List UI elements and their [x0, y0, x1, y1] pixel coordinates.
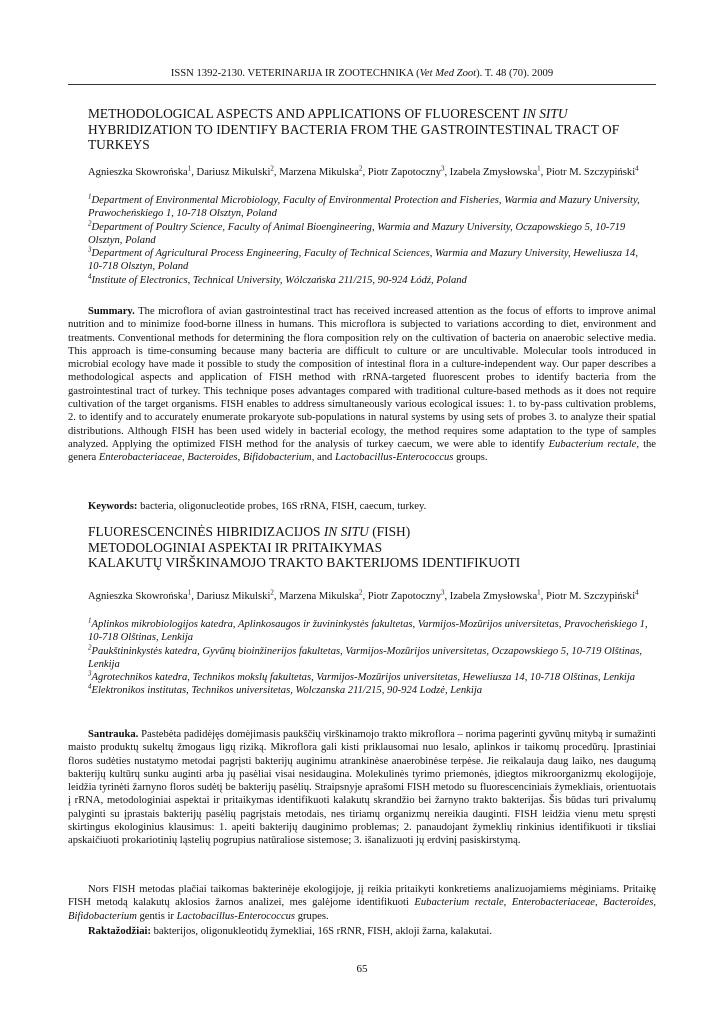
header-text: ISSN 1392-2130. VETERINARIJA IR ZOOTECHNIKA (	[170, 68, 420, 79]
affiliation: $^3$Department of Agricultural Process Engineering, Faculty of Technical Sciences, Warmia and Mazury University, Heweliusza 14, 10-718 Olsztyn, Poland	[88, 245, 638, 273]
lt-paragraph-2: Nors FISH metodas plačiai taikomas bakterinėje ekologijoje, jį reikia pritaikyti konkretiems analizuojamiems mėginiams. Pritaikę FISH metodą kalakutų aklosios žarnos analizei, mes galėjome identifikuoti Eubacterium rectale, Enterobacteriaceae, Bacteroides, Bifidobacterium gentis ir Lactobacillus-Enterococcus grupes.	[68, 884, 656, 922]
affiliation: $^1$Aplinkos mikrobiologijos katedra, Aplinkosaugos ir žuvininkystės fakultetas, Varmijos-Mozūrijos universitetas, Pravocheńskiego 1, 10-718 Olštinas, Lenkija	[88, 616, 648, 644]
lt-title: FLUORESCENCINĖS HIBRIDIZACIJOS IN SITU (FISH) METODOLOGINIAI ASPEKTAI IR PRITAIKYMAS KALAKUTŲ VIRŠKINAMOJO TRAKTO BAKTERIJOMS IDENTIFIKUOTI	[88, 524, 521, 570]
en-summary: Summary. The microflora of avian gastrointestinal tract has received increased attention as the focus of efforts to improve animal nutrition and to minimize food-borne illness in humans. This microflora is subjected to variations according to diet, environment and treatments. Conventional methods for determining the flora composition rely on the cultivation of bacteria on anaerobic selective media. This approach is time-consuming because many bacteria are difficult to culture or are uncultivable. Molecular tools introduced in microbial ecology have made it possible to study the composition of intestinal flora in a culture-independent way. Our paper describes a methodological aspects and application of FISH method with rRNA-targeted fluorescent probes to identify bacteria from the gastrointestinal tract of turkey. This technique poses advantages compared with traditional culture-based methods as it does not require cultivation of the target organisms. FISH enables to address simultaneously various ecological issues: 1. to by-pass cultivation problems, 2. to identify and to accurately enumerate prokaryote sub-populations in natural systems by using sets of probes 3. to analyze their spatial distributions. Although FISH has been used widely in bacterial ecology, the method requires some adaptation to the type of samples analyzed. Applying the optimized FISH method for the analysis of turkey caecum, we were able to identify Eubacterium rectale, the genera Enterobacteriaceae, Bacteroides, Bifidobacterium, and Lactobacillus-Enterococcus groups.	[68, 306, 657, 464]
affiliation: $^1$Department of Environmental Microbiology, Faculty of Environmental Protection and Fisheries, Warmia and Mazury University, Prawocheńskiego 1, 10-718 Olsztyn, Poland	[88, 192, 640, 220]
affiliation: $^4$Elektronikos institutas, Technikos universitetas, Wolczanska 211/215, 90-924 Lodzė, Lenkija	[88, 682, 483, 697]
page-number: 65	[356, 963, 368, 975]
header-rule	[68, 84, 656, 85]
affiliation: $^3$Agrotechnikos katedra, Technikos mokslų fakultetas, Varmijos-Mozūrijos universitetas, Heweliusza 14, 10-718 Olštinas, Lenkija	[88, 669, 636, 684]
affiliation: $^4$Institute of Electronics, Technical University, Wólczańska 211/215, 90-924 Łódź, Poland	[88, 272, 467, 286]
en-affiliations	[88, 194, 648, 287]
affiliation: $^2$Paukštininkystės katedra, Gyvūnų bioinžinerijos fakultetas, Varmijos-Mozūrijos universitetas, Oczapowskiego 5, 10-719 Olštinas, Lenkija	[88, 643, 643, 670]
en-keywords: Keywords: bacteria, oligonucleotide probes, 16S rRNA, FISH, caecum, turkey.	[88, 501, 427, 512]
lt-affiliations	[88, 618, 648, 698]
en-title: METHODOLOGICAL ASPECTS AND APPLICATIONS OF FLUORESCENT IN SITU HYBRIDIZATION TO IDENTIFY BACTERIA FROM THE GASTROINTESTINAL TRACT OF TURKEYS	[88, 106, 620, 152]
affiliation: $^2$Department of Poultry Science, Faculty of Animal Bioengineering, Warmia and Mazury University, Oczapowskiego 5, 10-719 Olsztyn, Poland	[88, 219, 626, 246]
header-volume: ). T. 48 (70). 2009	[476, 68, 554, 79]
lt-summary: Santrauka. Pastebėta padidėjęs domėjimasis paukščių virškinamojo trakto mikroflora – norima pagerinti gyvūnų mitybą ir sumažinti maisto produktų sukeltų žmogaus ligų riziką. Mikroflora gali kisti priklausomai nuo lesalo, aplinkos ir taikomų procedūrų. Įprastiniai floros sudėties nustatymo metodai pagrįsti bakterijų auginimu atrankinėse anaerobinėse terpėse. Jie reikalauja daug laiko, nes daugumą bakterijų kultūrų sunku auginti arba jų pasėliai visai nesidaugina. Molekulinės tyrimo priemonės, įdiegtos mikroorganizmų ekologijoje, leidžia tyrinėti žarnyno floros sudėtį be bakterijų pasėlių. Straipsnyje aprašomi FISH metodo su fluorescenciniais žymekliais, orientuotais į rRNA, metodologiniai aspektai ir pritaikymas identifikuoti kalakutų skrandžio bei žarnyno trakto bakterijas. Šis būdas turi privalumų palyginti su įprastais bakterijų pasėlių pagrįstais metodais, nes tiriamų organizmų nereikia dauginti. FISH leidžia vienu metu spręsti skirtingus ekologinius klausimus: 1. apeiti bakterijų dauginimo problemas; 2. panaudojant žymeklių rinkinius identifikuoti ir tiksliai apskaičiuoti prokariotinių ląstelių pogrupius natūraliose sistemose; 3. išanalizuoti jų erdvinį pasiskirstymą.	[68, 729, 656, 847]
running-header	[68, 67, 656, 80]
lt-authors: Agnieszka Skowrońska$^1$, Dariusz Mikulski$^2$, Marzena Mikulska$^2$, Piotr Zapotoczny$^3$, Izabela Zmysłowska$^1$, Piotr M. Szczypiński$^4$	[88, 588, 639, 602]
journal-abbrev: Vet Med Zoot	[419, 68, 477, 79]
en-authors: Agnieszka Skowrońska$^1$, Dariusz Mikulski$^2$, Marzena Mikulska$^2$, Piotr Zapotoczny$^3$, Izabela Zmysłowska$^1$, Piotr M. Szczypiński$^4$	[88, 164, 639, 178]
lt-keywords: Raktažodžiai: bakterijos, oligonukleotidų žymekliai, 16S rRNR, FISH, akloji žarna, kalakutai.	[88, 926, 492, 937]
